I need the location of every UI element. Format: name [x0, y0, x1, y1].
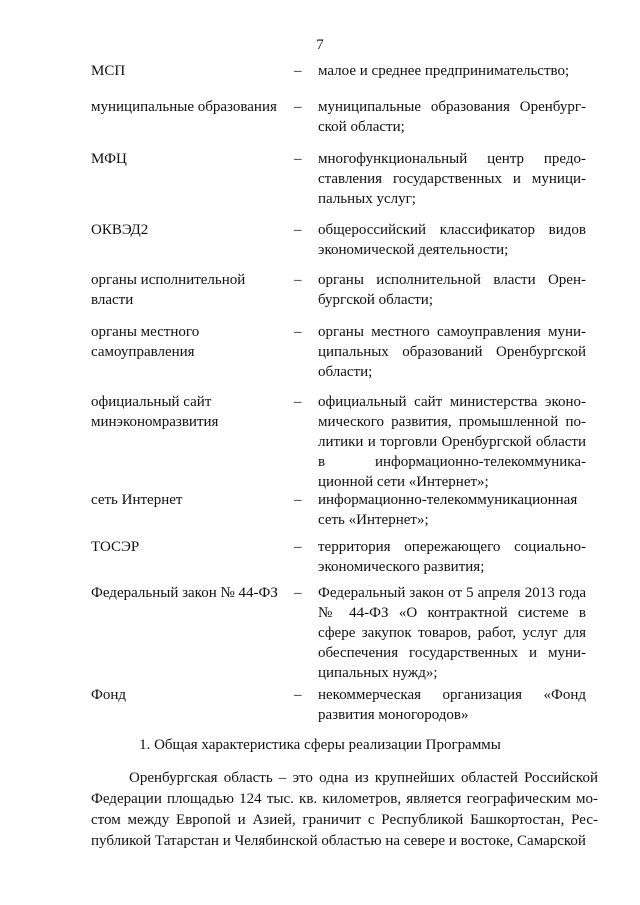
abbreviation-term: муниципальные образования	[91, 99, 277, 115]
abbreviation-term: органы местного самоуправления	[91, 324, 200, 360]
abbreviation-dash: –	[294, 63, 302, 79]
body-paragraph: Оренбургская область – это одна из крупнейших областей Российской Федерации площадью 124 тыс. кв. километров, является географическим мостом между Европой и Азией, граничит с Республикой Башкортостан, Республикой Татарстан и Челябинской областью на севере и востоке, Самарской	[91, 770, 598, 849]
abbreviation-term: ОКВЭД2	[91, 222, 149, 238]
page-number: 7	[316, 37, 324, 53]
abbreviation-definition: органы местного самоуправления муниципальных образований Оренбургской области;	[318, 324, 586, 380]
abbreviation-dash: –	[294, 492, 302, 508]
abbreviation-definition: официальный сайт министерства экономического развития, промышленной политики и торговли Оренбургской области в информационно-телекоммуникационной сети «Интернет»;	[318, 394, 586, 490]
abbreviation-definition: малое и среднее предпринимательство;	[318, 63, 570, 79]
abbreviation-definition: территория опережающего социально-экономического развития;	[318, 539, 586, 575]
abbreviation-term: официальный сайт минэкономразвития	[91, 394, 219, 430]
section-heading: 1. Общая характеристика сферы реализации Программы	[139, 737, 501, 753]
abbreviation-term: сеть Интернет	[91, 492, 183, 508]
abbreviation-dash: –	[294, 151, 302, 167]
abbreviation-term: ТОСЭР	[91, 539, 140, 555]
abbreviation-term: органы исполнительной власти	[91, 272, 246, 308]
abbreviation-definition: общероссийский классификатор видов экономической деятельности;	[318, 222, 586, 258]
abbreviation-term: МСП	[91, 63, 126, 79]
abbreviation-dash: –	[294, 687, 302, 703]
abbreviation-definition: муниципальные образования Оренбургской области;	[318, 99, 586, 135]
abbreviation-term: Федеральный закон № 44-ФЗ	[91, 585, 278, 601]
abbreviation-definition: многофункциональный центр предоставления государственных и муниципальных услуг;	[318, 151, 586, 207]
abbreviation-dash: –	[294, 324, 302, 340]
abbreviation-definition: Федеральный закон от 5 апреля 2013 года № 44-ФЗ «О контрактной системе в сфере закупок товаров, работ, услуг для обеспечения государственных и муниципальных нужд»;	[318, 585, 586, 681]
abbreviation-term: Фонд	[91, 687, 127, 703]
abbreviation-dash: –	[294, 99, 302, 115]
abbreviation-dash: –	[294, 585, 302, 601]
abbreviation-dash: –	[294, 222, 302, 238]
abbreviation-definition: некоммерческая организация «Фонд развития моногородов»	[318, 687, 586, 723]
abbreviation-definition: информационно-телекоммуникационная сеть «Интернет»;	[318, 492, 578, 528]
abbreviation-definition: органы исполнительной власти Оренбургской области;	[318, 272, 586, 308]
abbreviation-dash: –	[294, 539, 302, 555]
abbreviation-dash: –	[294, 394, 302, 410]
abbreviation-term: МФЦ	[91, 151, 127, 167]
abbreviation-dash: –	[294, 272, 302, 288]
